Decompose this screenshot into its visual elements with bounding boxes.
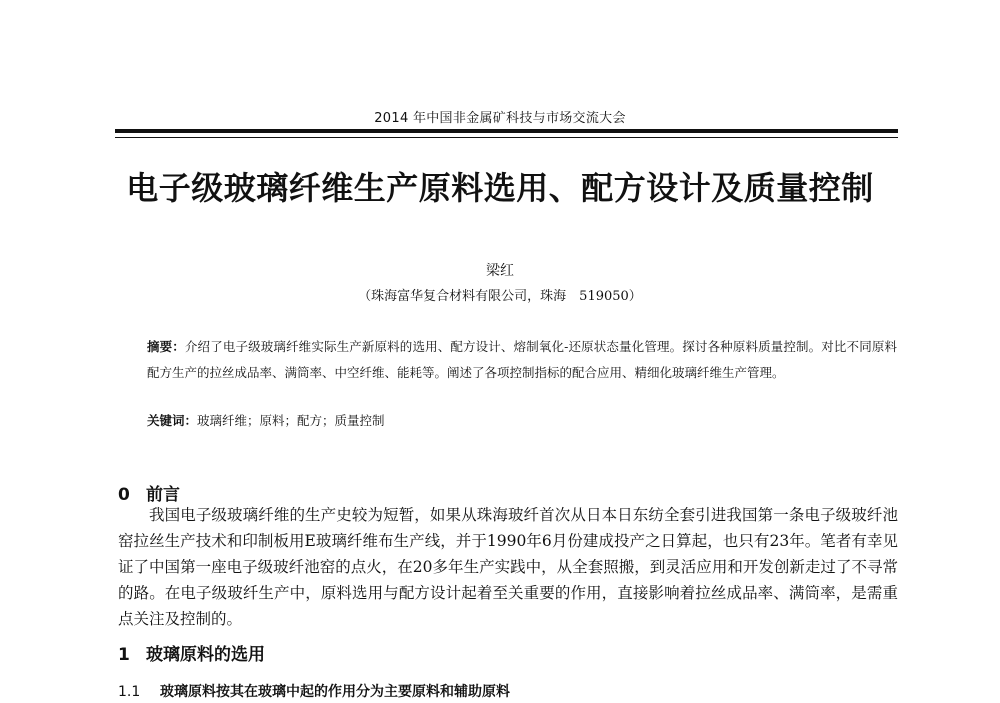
section-1-number: 1 [118, 645, 130, 665]
keywords-text: 玻璃纤维；原料；配方；质量控制 [197, 413, 385, 428]
paper-title: 电子级玻璃纤维生产原料选用、配方设计及质量控制 [126, 169, 874, 207]
header-rule-thick [115, 129, 898, 133]
section-1-title: 玻璃原料的选用 [146, 645, 265, 665]
author: 梁红 [486, 263, 514, 279]
keywords-label: 关键词： [147, 413, 198, 428]
section-1-1-title: 玻璃原料按其在玻璃中起的作用分为主要原料和辅助原料 [160, 684, 510, 700]
affiliation: （珠海富华复合材料有限公司，珠海 519050） [358, 289, 642, 304]
conference-header: 2014 年中国非金属矿科技与市场交流大会 [374, 111, 626, 126]
section-0-number: 0 [118, 485, 130, 505]
abstract [147, 334, 897, 386]
section-1-1-number: 1.1 [118, 684, 141, 700]
section-0-title: 前言 [146, 485, 180, 505]
header-rule-thin [115, 137, 898, 138]
keywords [147, 411, 897, 429]
section-1-heading [118, 640, 265, 665]
section-1-1-heading [118, 681, 510, 701]
abstract-label: 摘要： [147, 339, 185, 354]
section-0-paragraph: 我国电子级玻璃纤维的生产史较为短暂，如果从珠海玻纤首次从日本日东纺全套引进我国第一条电子级玻纤池窑拉丝生产技术和印制板用E玻璃纤维布生产线，并于1990年6月份建成投产之日算起，也只有23年。笔者有幸见证了中国第一座电子级玻纤池窑的点火，在20多年生产实践中，从全套照搬，到灵活应用和开发创新走过了不寻常的路。在电子级玻纤生产中，原料选用与配方设计起着至关重要的作用，直接影响着拉丝成品率、满筒率，是需重点关注及控制的。 [118, 506, 898, 628]
abstract-text: 介绍了电子级玻璃纤维实际生产新原料的选用、配方设计、熔制氧化-还原状态量化管理。探讨各种原料质量控制。对比不同原料配方生产的拉丝成品率、满筒率、中空纤维、能耗等。阐述了各项控制指标的配合应用、精细化玻璃纤维生产管理。 [147, 339, 897, 380]
